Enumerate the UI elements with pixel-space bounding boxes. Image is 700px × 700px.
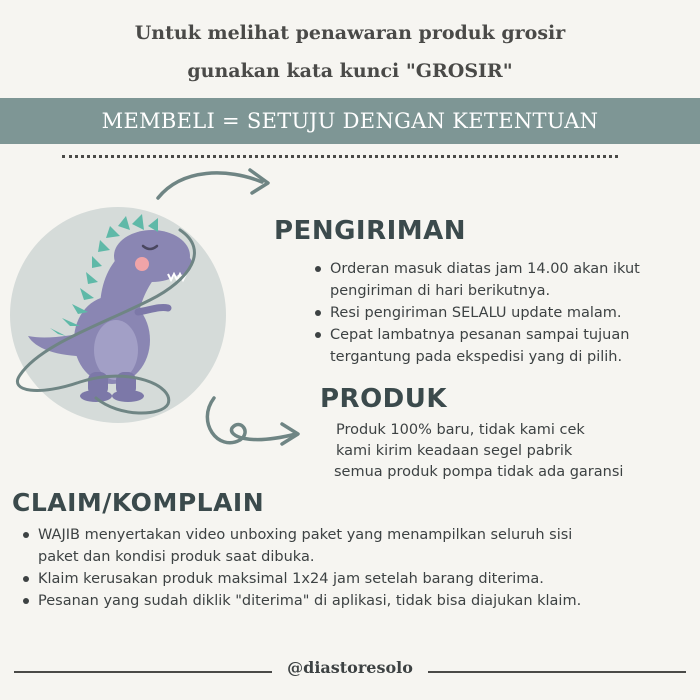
dino-cheek	[135, 257, 149, 271]
pengiriman-list	[314, 258, 686, 368]
curved-arrow-bottom-icon	[207, 398, 296, 443]
claim-heading: CLAIM/KOMPLAIN	[12, 488, 265, 517]
banner-text: MEMBELI = SETUJU DENGAN KETENTUAN	[101, 109, 599, 133]
list-item	[314, 302, 686, 324]
list-item-text: Cepat lambatnya pesanan sampai tujuan	[330, 327, 630, 343]
list-item-text: tergantung pada ekspedisi yang di pilih.	[330, 349, 623, 365]
pengiriman-heading: PENGIRIMAN	[274, 216, 467, 246]
footer-handle: @diastoresolo	[287, 658, 413, 677]
produk-line: kami kirim keadaan segel pabrik	[336, 443, 573, 459]
list-item	[314, 324, 686, 368]
dotted-divider	[62, 155, 618, 158]
produk-line: semua produk pompa tidak ada garansi	[334, 464, 624, 480]
list-item-text: Resi pengiriman SELALU update malam.	[330, 305, 622, 321]
list-item	[314, 258, 686, 302]
dinosaur-illustration	[0, 160, 300, 460]
curved-arrow-top-icon	[158, 173, 262, 198]
list-item-text: Pesanan yang sudah diklik "diterima" di aplikasi, tidak bisa diajukan klaim.	[38, 593, 582, 609]
list-item	[22, 524, 698, 568]
top-notice	[0, 14, 700, 90]
produk-line: Produk 100% baru, tidak kami cek	[336, 422, 585, 438]
notice-line-2: gunakan kata kunci "GROSIR"	[187, 60, 513, 82]
list-item	[22, 590, 698, 612]
list-item-text: Klaim kerusakan produk maksimal 1x24 jam setelah barang diterima.	[38, 571, 544, 587]
produk-description	[336, 420, 623, 483]
notice-line-1: Untuk melihat penawaran produk grosir	[134, 22, 566, 44]
list-item-text: paket dan kondisi produk saat dibuka.	[38, 549, 315, 565]
produk-heading: PRODUK	[320, 384, 448, 414]
list-item-text: Orderan masuk diatas jam 14.00 akan ikut	[330, 261, 640, 277]
list-item	[22, 568, 698, 590]
claim-list	[22, 524, 698, 612]
list-item-text: WAJIB menyertakan video unboxing paket yang menampilkan seluruh sisi	[38, 527, 573, 543]
terms-banner	[0, 98, 700, 144]
list-item-text: pengiriman di hari berikutnya.	[330, 283, 551, 299]
